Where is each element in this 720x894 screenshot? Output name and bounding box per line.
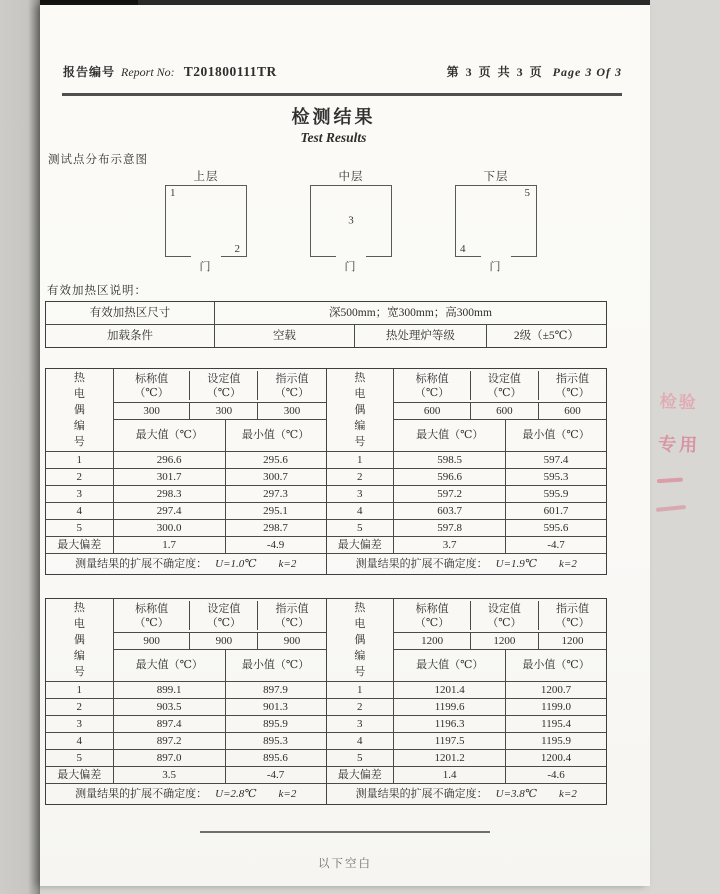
max-value-cell: 897.2	[114, 733, 226, 749]
report-number-label-zh: 报告编号	[63, 65, 116, 79]
test-point: 1	[170, 187, 176, 199]
table-row	[46, 698, 326, 715]
stamp-text-line1: 检验	[659, 391, 698, 413]
table-row	[327, 715, 607, 732]
table-row	[327, 485, 607, 502]
indicated-header: 指示值 （℃）	[555, 603, 590, 629]
table-row	[46, 519, 326, 536]
max-deviation-positive: 3.7	[394, 537, 506, 553]
data-rows	[46, 451, 326, 553]
uncertainty-row	[327, 553, 607, 574]
max-value-cell: 597.2	[394, 486, 506, 502]
set-header: 设定值 （℃）	[471, 601, 539, 630]
test-point-diagram	[45, 168, 622, 272]
table-header	[46, 599, 326, 681]
coverage-factor: k=2	[278, 558, 297, 570]
tc-number-cell: 1	[46, 452, 114, 468]
thermo-half-1200	[327, 599, 607, 804]
tc-number-cell: 5	[46, 520, 114, 536]
max-header: 最大值（℃）	[394, 420, 506, 451]
uncertainty-value: U=1.0℃	[215, 558, 257, 570]
min-value-cell: 601.7	[543, 505, 569, 517]
furnace-grade-label: 热处理炉等级	[355, 325, 487, 347]
page-content	[45, 5, 622, 871]
table-row	[327, 698, 607, 715]
coverage-factor: k=2	[278, 788, 297, 800]
tc-number-cell: 1	[46, 682, 114, 698]
report-number	[63, 63, 277, 80]
heating-zone-table	[45, 301, 607, 348]
tc-number-cell: 3	[327, 486, 395, 502]
max-value-cell: 298.3	[114, 486, 226, 502]
set-value: 300	[190, 403, 258, 419]
door-label: 门	[489, 261, 501, 273]
header-row-maxmin	[114, 420, 326, 451]
table-row	[46, 536, 326, 553]
nominal-value: 600	[394, 403, 470, 419]
uncertainty-prefix: 测量结果的扩展不确定度：	[75, 788, 208, 800]
max-value-cell: 1197.5	[394, 733, 506, 749]
header-row-labels	[394, 369, 606, 403]
uncertainty-prefix: 测量结果的扩展不确定度：	[355, 558, 488, 570]
footer	[200, 831, 490, 871]
door-label: 门	[344, 261, 356, 273]
tc-number-cell: 4	[327, 733, 395, 749]
max-header: 最大值（℃）	[394, 650, 506, 681]
data-rows	[46, 681, 326, 783]
table-row	[46, 732, 326, 749]
load-condition-value: 空载	[215, 325, 355, 347]
layer-bottom-title: 下层	[483, 171, 509, 183]
indicated-header: 指示值 （℃）	[274, 373, 310, 399]
set-header: 设定值 （℃）	[190, 601, 258, 630]
set-value: 900	[190, 633, 258, 649]
header-row-values	[394, 633, 606, 650]
tc-number-cell: 1	[327, 452, 395, 468]
max-header: 最大值（℃）	[114, 650, 226, 681]
table-row	[46, 766, 326, 783]
min-value-cell: 901.3	[263, 701, 288, 713]
tc-number-column-header: 热电偶编号	[46, 599, 114, 681]
table-header	[327, 369, 607, 451]
uncertainty-row	[327, 783, 607, 804]
table-row	[46, 451, 326, 468]
max-value-cell: 597.8	[394, 520, 506, 536]
tc-number-column-header: 热电偶编号	[327, 599, 395, 681]
layer-bottom-box	[455, 185, 537, 257]
stamp-stroke	[656, 505, 686, 512]
max-value-cell: 296.6	[114, 452, 226, 468]
min-value-cell: 895.3	[263, 735, 288, 747]
min-value-cell: 298.7	[263, 522, 288, 534]
min-value-cell: 895.6	[263, 752, 288, 764]
max-value-cell: 903.5	[114, 699, 226, 715]
max-deviation-positive: 1.7	[114, 537, 226, 553]
table-row	[46, 485, 326, 502]
thermo-table-300-600	[45, 368, 607, 575]
layer-top-box	[165, 185, 247, 257]
scan-edge-left	[0, 0, 40, 894]
tc-number-cell: 2	[46, 469, 114, 485]
tc-number-cell: 2	[327, 469, 395, 485]
max-value-cell: 297.4	[114, 503, 226, 519]
min-value-cell: 1200.4	[540, 752, 572, 764]
pagination	[447, 63, 622, 80]
table-row	[327, 732, 607, 749]
table-row	[46, 302, 606, 324]
table-header	[327, 599, 607, 681]
min-value-cell: 895.9	[263, 718, 288, 730]
set-header: 设定值 （℃）	[190, 371, 258, 400]
max-deviation-label: 最大偏差	[327, 537, 395, 553]
min-value-cell: 597.4	[543, 454, 569, 466]
max-value-cell: 1201.2	[394, 750, 506, 766]
table-row	[46, 749, 326, 766]
indicated-value: 600	[564, 405, 581, 417]
thermo-half-600	[327, 369, 607, 574]
min-value-cell: 595.6	[543, 522, 569, 534]
max-value-cell: 1199.6	[394, 699, 506, 715]
nominal-value: 1200	[394, 633, 470, 649]
tc-number-cell: 5	[327, 520, 395, 536]
furnace-grade-value: 2级（±5℃）	[513, 330, 580, 342]
uncertainty-row	[46, 553, 326, 574]
nominal-header: 标称值 （℃）	[114, 601, 190, 630]
stamp-text-line2: 专用	[657, 433, 701, 456]
nominal-header: 标称值 （℃）	[114, 371, 190, 400]
test-point: 4	[460, 243, 466, 255]
table-row	[327, 468, 607, 485]
pagination-en: Page 3 Of 3	[552, 65, 622, 79]
max-value-cell: 897.0	[114, 750, 226, 766]
max-deviation-negative: -4.7	[266, 769, 285, 781]
page-title-en: Test Results	[300, 130, 367, 145]
min-value-cell: 1200.7	[540, 684, 572, 696]
tc-number-cell: 3	[46, 486, 114, 502]
min-value-cell: 297.3	[263, 488, 288, 500]
header-row-maxmin	[394, 650, 606, 681]
indicated-value: 900	[283, 635, 301, 647]
min-value-cell: 1195.9	[541, 735, 571, 747]
stamp-stroke	[657, 477, 683, 483]
door-gap	[191, 255, 221, 257]
max-deviation-negative: -4.9	[266, 539, 285, 551]
min-value-cell: 595.9	[543, 488, 569, 500]
layer-top	[165, 168, 247, 273]
tc-number-cell: 3	[327, 716, 395, 732]
max-deviation-negative: -4.6	[547, 769, 565, 781]
layer-middle-box	[310, 185, 392, 257]
tc-number-cell: 5	[327, 750, 395, 766]
uncertainty-row	[46, 783, 326, 804]
tc-number-column-header: 热电偶编号	[327, 369, 395, 451]
set-value: 1200	[471, 633, 539, 649]
indicated-value: 300	[283, 405, 301, 417]
set-value: 600	[471, 403, 539, 419]
max-value-cell: 1201.4	[394, 682, 506, 698]
table-row	[46, 324, 606, 347]
max-deviation-label: 最大偏差	[327, 767, 395, 783]
table-row	[327, 749, 607, 766]
test-point: 3	[348, 214, 354, 227]
table-row	[46, 468, 326, 485]
tc-number-cell: 4	[46, 503, 114, 519]
data-rows	[327, 451, 607, 553]
max-value-cell: 301.7	[114, 469, 226, 485]
door-gap	[336, 255, 366, 257]
max-value-cell: 899.1	[114, 682, 226, 698]
blank-below-note: 以下空白	[318, 858, 372, 870]
heating-zone-size-value: 深500mm；宽300mm；高300mm	[329, 307, 492, 319]
door-gap	[481, 255, 511, 257]
min-value-cell: 1199.0	[541, 701, 571, 713]
heating-zone-caption: 有效加热区说明：	[47, 285, 147, 297]
min-value-cell: 300.7	[263, 471, 288, 483]
layer-bottom	[455, 168, 537, 273]
test-point: 2	[234, 243, 240, 255]
table-header	[46, 369, 326, 451]
coverage-factor: k=2	[559, 558, 577, 570]
table-row	[327, 536, 607, 553]
uncertainty-prefix: 测量结果的扩展不确定度：	[355, 788, 488, 800]
indicated-header: 指示值 （℃）	[555, 373, 590, 399]
indicated-header: 指示值 （℃）	[274, 603, 310, 629]
load-condition-label: 加载条件	[46, 325, 215, 347]
max-value-cell: 598.5	[394, 452, 506, 468]
max-value-cell: 897.4	[114, 716, 226, 732]
min-value-cell: 1195.4	[541, 718, 571, 730]
uncertainty-prefix: 测量结果的扩展不确定度：	[75, 558, 208, 570]
max-deviation-negative: -4.7	[547, 539, 565, 551]
diagram-caption: 测试点分布示意图	[48, 154, 148, 166]
table-row	[327, 451, 607, 468]
max-value-cell: 300.0	[114, 520, 226, 536]
test-point: 5	[524, 187, 530, 199]
header-row-labels	[114, 369, 326, 403]
table-row	[327, 519, 607, 536]
header-row-labels	[114, 599, 326, 633]
table-row	[46, 681, 326, 698]
min-value-cell: 295.1	[263, 505, 288, 517]
max-deviation-label: 最大偏差	[46, 767, 114, 783]
min-value-cell: 897.9	[263, 684, 288, 696]
uncertainty-value: U=2.8℃	[215, 788, 257, 800]
tc-number-cell: 4	[327, 503, 395, 519]
uncertainty-value: U=1.9℃	[495, 558, 538, 570]
tc-number-cell: 1	[327, 682, 395, 698]
header-row-values	[394, 403, 606, 420]
tc-number-cell: 2	[327, 699, 395, 715]
min-value-cell: 595.3	[543, 471, 569, 483]
pagination-zh: 第 3 页 共 3 页	[446, 65, 544, 79]
max-deviation-positive: 1.4	[394, 767, 506, 783]
min-value-cell: 295.6	[263, 454, 288, 466]
header-row-labels	[394, 599, 606, 633]
header-row-maxmin	[394, 420, 606, 451]
tc-number-cell: 2	[46, 699, 114, 715]
nominal-value: 900	[114, 633, 190, 649]
layer-top-title: 上层	[193, 171, 219, 183]
table-row	[327, 766, 607, 783]
min-header: 最小值（℃）	[522, 429, 590, 441]
layer-middle	[310, 168, 392, 273]
report-number-value: T201800111TR	[183, 64, 277, 79]
layer-middle-title: 中层	[338, 171, 364, 183]
nominal-header: 标称值 （℃）	[394, 371, 470, 400]
max-deviation-positive: 3.5	[114, 767, 226, 783]
set-header: 设定值 （℃）	[471, 371, 539, 400]
header-row-values	[114, 633, 326, 650]
table-row	[327, 502, 607, 519]
tc-number-cell: 4	[46, 733, 114, 749]
data-rows	[327, 681, 607, 783]
table-row	[327, 681, 607, 698]
nominal-value: 300	[114, 403, 190, 419]
thermo-table-900-1200	[45, 598, 607, 805]
tc-number-column-header: 热电偶编号	[46, 369, 114, 451]
report-page	[40, 5, 701, 886]
door-label: 门	[199, 261, 211, 273]
thermo-half-300	[46, 369, 327, 574]
page-title: 检测结果	[291, 107, 376, 127]
page-header	[63, 63, 622, 80]
thermo-half-900	[46, 599, 327, 804]
header-row-values	[114, 403, 326, 420]
header-divider	[62, 93, 622, 96]
heating-zone-size-label: 有效加热区尺寸	[46, 302, 215, 324]
max-deviation-label: 最大偏差	[46, 537, 114, 553]
max-value-cell: 1196.3	[394, 716, 506, 732]
min-header: 最小值（℃）	[522, 659, 590, 671]
nominal-header: 标称值 （℃）	[394, 601, 470, 630]
coverage-factor: k=2	[559, 788, 577, 800]
max-value-cell: 603.7	[394, 503, 506, 519]
max-header: 最大值（℃）	[114, 420, 226, 451]
header-row-maxmin	[114, 650, 326, 681]
max-value-cell: 596.6	[394, 469, 506, 485]
tc-number-cell: 5	[46, 750, 114, 766]
tc-number-cell: 3	[46, 716, 114, 732]
min-header: 最小值（℃）	[241, 429, 310, 441]
table-row	[46, 502, 326, 519]
indicated-value: 1200	[561, 635, 584, 647]
red-stamp-fragment	[656, 387, 720, 512]
uncertainty-value: U=3.8℃	[495, 788, 538, 800]
report-number-label-en: Report No:	[121, 65, 175, 79]
min-header: 最小值（℃）	[241, 659, 310, 671]
table-row	[46, 715, 326, 732]
